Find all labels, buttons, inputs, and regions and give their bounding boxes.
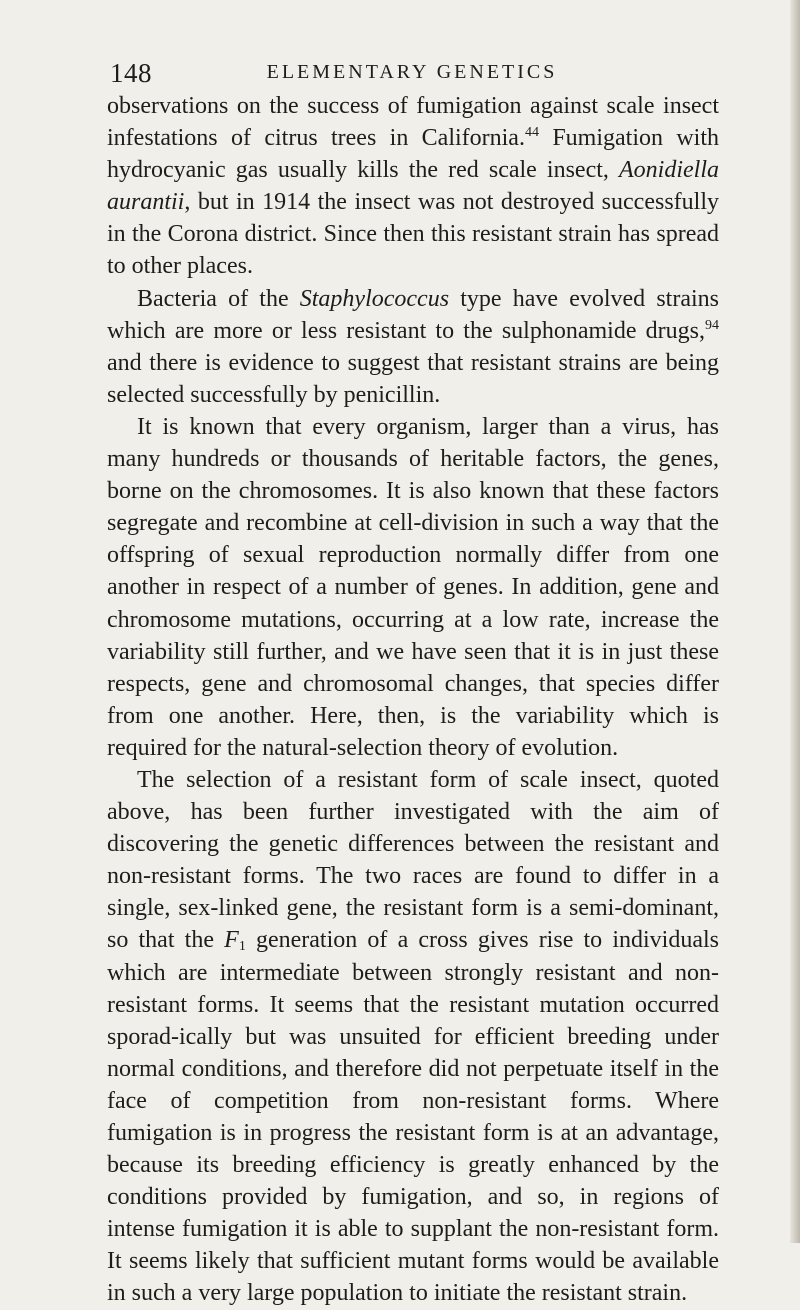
- text-run: type have evolved strains which are more or less resistant to the sulphonamide drugs,: [107, 285, 719, 344]
- body-text: [107, 90, 719, 1310]
- page-edge-shadow: [790, 0, 800, 1243]
- text-run: , but in 1914 the insect was not destroyed successfully in the Corona district. Since then this resistant strain has spread to other places.: [107, 189, 719, 280]
- footnote-ref: 44: [524, 125, 539, 141]
- generation-subscript: 1: [238, 939, 246, 955]
- page-header: [110, 58, 714, 90]
- paragraph-3: It is known that every organism, larger than a virus, has many hundreds or thousands of heritable factors, the genes, borne on the chromosomes. It is also known that these factors segregate and recombine at cell-division in such a way that the offspring of sexual reproduction normally differ from one another in respect of a number of genes. In addition, gene and chromosome mutations, occurring at a low rate, increase the variability still further, and we have seen that it is in just these respects, gene and chromosomal changes, that species differ from one another. Here, then, is the variability which is required for the natural-selection theory of evolution.: [107, 413, 719, 761]
- text-run: The selection of a resistant form of scale insect, quoted above, has been further investigated with the aim of discovering the genetic differences between the resistant and non-resistant forms. The two races are found to differ in a single, sex-linked gene, the resistant form is a semi-dominant, so that the: [107, 766, 719, 954]
- text-run: Bacteria of the: [137, 285, 300, 312]
- text-run: observations on the success of fumigation against scale insect infestations of citrus trees in California.: [107, 93, 719, 152]
- text-run: Fumigation with hydrocyanic gas usually kills the red scale insect,: [107, 125, 720, 184]
- text-run: generation of a cross gives rise to individuals which are intermediate between strongly resistant and non-resistant forms. It seems that the resistant mutation occurred sporad-ically but was unsuited for efficient breeding under normal conditions, and therefore did not perpetuate itself in the face of competition from non-resistant forms. Where fumigation is in progress the resistant form is at an advantage, because its breeding efficiency is greatly enhanced by the conditions provided by fumigation, and so, in regions of intense fumigation it is able to supplant the non-resistant form. It seems likely that sufficient mutant forms would be available in such a very large population to initiate the resistant strain.: [107, 927, 719, 1307]
- paragraph-2: [107, 283, 719, 411]
- species-name: Aonidiella aurantii: [107, 157, 719, 216]
- generation-symbol: F: [224, 927, 239, 954]
- running-title: ELEMENTARY GENETICS: [266, 61, 558, 83]
- page-number: 148: [110, 58, 152, 88]
- footnote-ref: 94: [705, 317, 719, 333]
- text-run: and there is evidence to suggest that resistant strains are being selected successfully by penicillin.: [107, 349, 719, 408]
- paragraph-1: [107, 90, 719, 283]
- paragraph-4: [107, 764, 719, 1310]
- genus-name: Staphylococcus: [299, 285, 450, 312]
